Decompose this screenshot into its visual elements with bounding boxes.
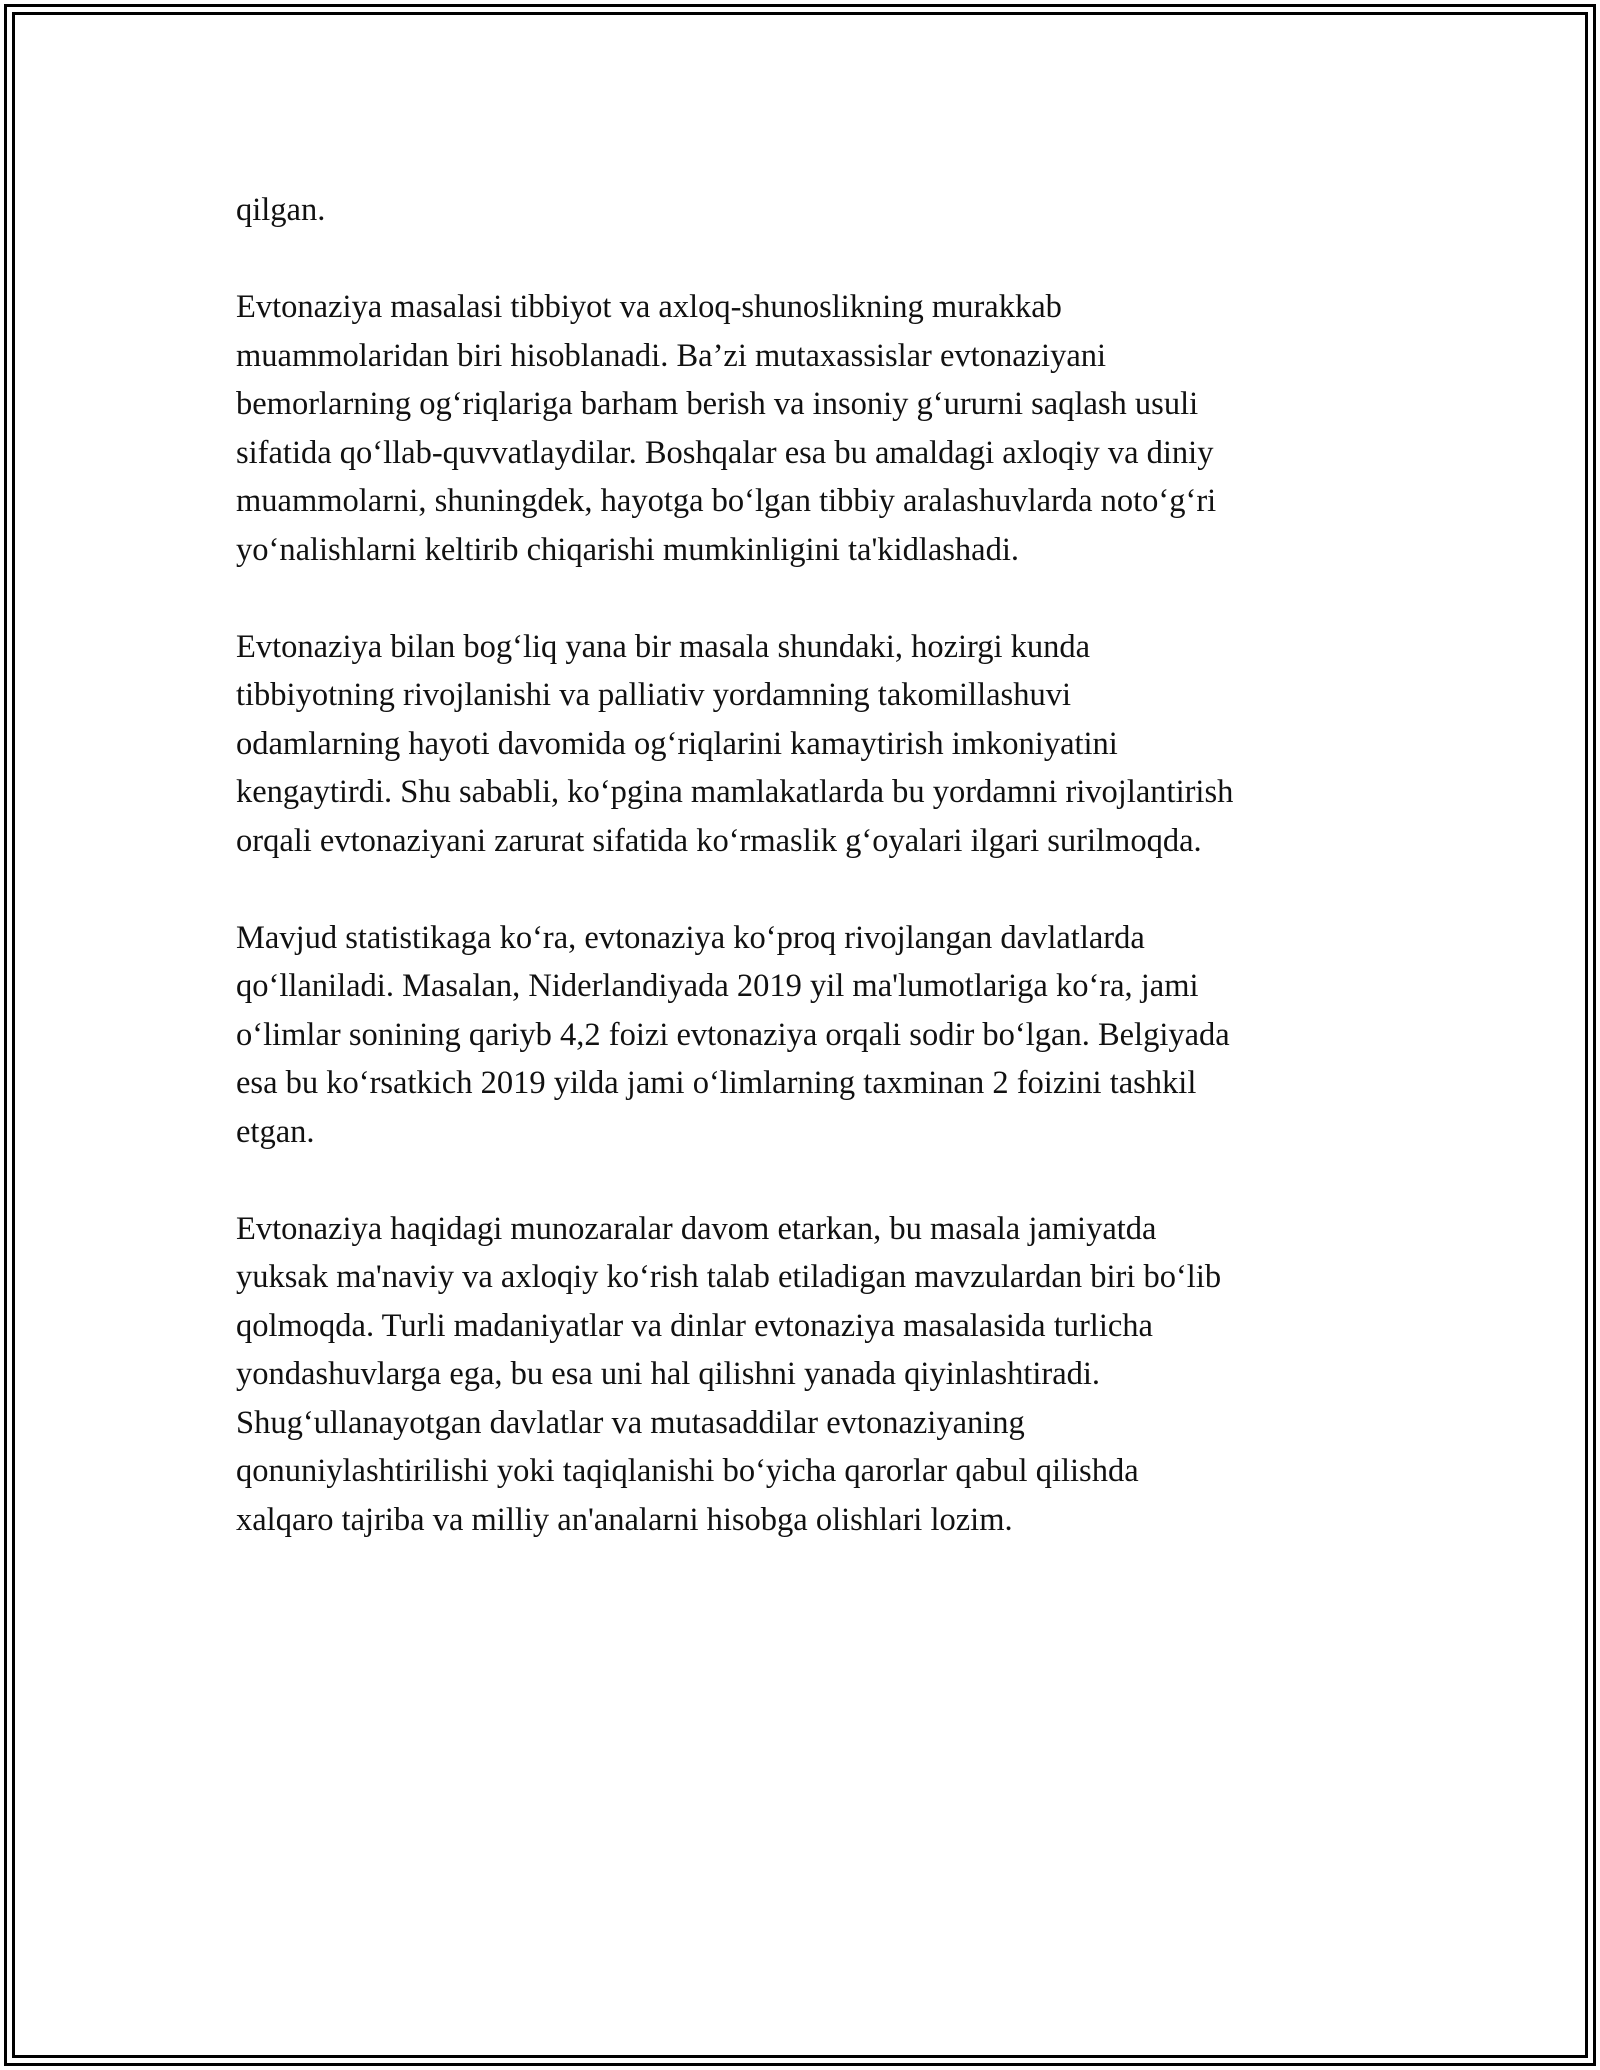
text-line: Shug‘ullanayotgan davlatlar va mutasaddilar evtonaziyaning [236, 1404, 1025, 1441]
paragraph [236, 186, 1376, 235]
text-line: muammolarni, shuningdek, hayotga bo‘lgan tibbiy aralashuvlarda noto‘g‘ri [236, 483, 1217, 519]
text-line: yuksak ma'naviy va axloqiy ko‘rish talab etiladigan mavzulardan biri bo‘lib [236, 1259, 1222, 1295]
text-line: Mavjud statistikaga ko‘ra, evtonaziya ko‘proq rivojlangan davlatlarda [236, 919, 1145, 956]
text-line: qonuniylashtirilishi yoki taqiqlanishi bo‘yicha qarorlar qabul qilishda [236, 1453, 1139, 1489]
paragraph [236, 914, 1376, 1157]
text-line: odamlarning hayoti davomida og‘riqlarini kamaytirish imkoniyatini [236, 725, 1118, 762]
text-line: esa bu ko‘rsatkich 2019 yilda jami o‘limlarning taxminan 2 foizini tashkil [236, 1065, 1197, 1101]
text-line: tibbiyotning rivojlanishi va palliativ yordamning takomillashuvi [236, 677, 1071, 713]
text-line: xalqaro tajriba va milliy an'analarni hisobga olishlari lozim. [236, 1501, 1013, 1538]
paragraph [236, 283, 1376, 574]
paragraph [236, 623, 1376, 866]
text-line: bemorlarning og‘riqlariga barham berish va insoniy g‘ururni saqlash usuli [236, 386, 1199, 422]
text-line: Evtonaziya bilan bog‘liq yana bir masala shundaki, hozirgi kunda [236, 628, 1091, 665]
document-body [236, 186, 1376, 1593]
text-line: yo‘nalishlarni keltirib chiqarishi mumkinligini ta'kidlashadi. [236, 531, 1020, 568]
text-line: orqali evtonaziyani zarurat sifatida ko‘rmaslik g‘oyalari ilgari surilmoqda. [236, 822, 1202, 859]
text-line: sifatida qo‘llab-quvvatlaydilar. Boshqalar esa bu amaldagi axloqiy va diniy [236, 434, 1214, 471]
text-line: muammolaridan biri hisoblanadi. Ba’zi mutaxassislar evtonaziyani [236, 337, 1107, 374]
text-line: qilgan. [236, 192, 326, 228]
text-line: Evtonaziya masalasi tibbiyot va axloq-shunoslikning murakkab [236, 289, 1062, 325]
text-line: kengaytirdi. Shu sababli, ko‘pgina mamlakatlarda bu yordamni rivojlantirish [236, 774, 1234, 810]
text-line: o‘limlar sonining qariyb 4,2 foizi evtonaziya orqali sodir bo‘lgan. Belgiyada [236, 1016, 1230, 1053]
text-line: qo‘llaniladi. Masalan, Niderlandiyada 2019 yil ma'lumotlariga ko‘ra, jami [236, 968, 1199, 1004]
paragraph [236, 1205, 1376, 1545]
text-line: yondashuvlarga ega, bu esa uni hal qilishni yanada qiyinlashtiradi. [236, 1356, 1101, 1392]
text-line: etgan. [236, 1113, 315, 1150]
text-line: qolmoqda. Turli madaniyatlar va dinlar evtonaziya masalasida turlicha [236, 1307, 1153, 1344]
text-line: Evtonaziya haqidagi munozaralar davom etarkan, bu masala jamiyatda [236, 1210, 1157, 1247]
